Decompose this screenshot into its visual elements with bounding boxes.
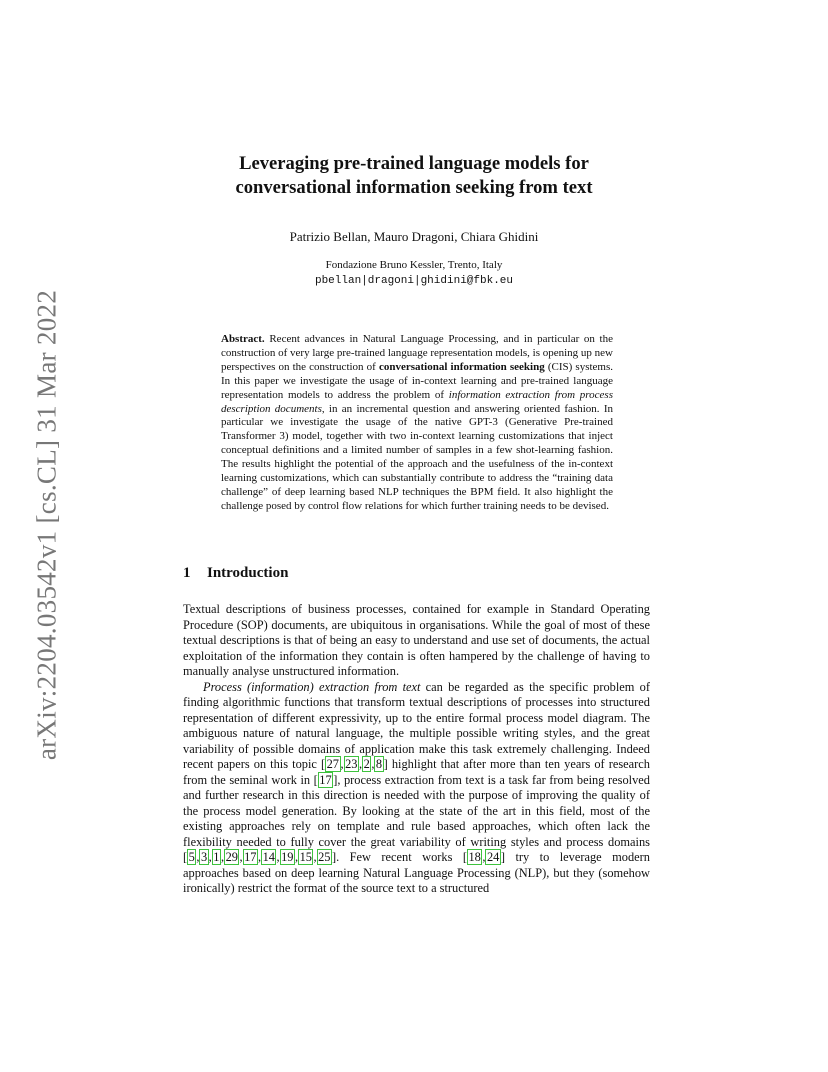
para2-text-5: try to leverage modern approaches based on deep learning Natural Language Processing (NLP), but they (somehow ironically) restrict the format of the source text to a structured xyxy=(183,850,650,895)
authors: Patrizio Bellan, Mauro Dragoni, Chiara Ghidini xyxy=(289,229,539,244)
para2-lead: Process (information) extraction from text xyxy=(203,679,421,694)
body-text xyxy=(183,602,650,897)
citation-link[interactable]: 29 xyxy=(225,850,238,864)
citation-link[interactable]: 2 xyxy=(363,757,370,771)
abstract-italic-term: information extraction from process description documents xyxy=(221,388,613,415)
citation-link[interactable]: 3 xyxy=(200,850,208,864)
citation-link[interactable]: 25 xyxy=(318,850,331,864)
arxiv-stamp xyxy=(22,290,72,760)
para2-text-1: can be regarded as the specific problem of finding algorithmic functions that transform textual descriptions of processes into structured representation of different expressivity, up to the entire formal process model diagram. The ambiguous nature of natural language, the multiple possible writing styles, and the great variability of possible domains of application make this task extremely challenging. Indeed recent papers on this topic xyxy=(183,679,650,771)
para2-text-3: , process extraction from text is a task far from being resolved and further research in this direction is needed with the purpose of improving the quality of the process model generation. By looking at the state of the art in this field, most of the existing approaches rely on template and rule based approaches, which often lack the flexibility needed to fully cover the great variability of writing styles and process domains xyxy=(183,772,650,849)
abstract-text-3: , in an incremental question and answering oriented fashion. In particular we investigate the usage of the native GPT-3 (Generative Pre-trained Transformer 3) model, together with two in-context learning customizations that inject conceptual definitions and a limited number of samples in a few shot-learning fashion. The results highlight the potential of the approach and the usefulness of the in-context learning customizations, which can substantially contribute to address the “training data challenge” of deep learning based NLP techniques the BPM field. It also highlight the challenge posed by control flow relations for which further training needs to be devised. xyxy=(221,402,613,512)
citation-group-3: [ 5 , 3 , 1 , 29 , 17 , 14 , 19 , 15 , 25 ] xyxy=(183,850,337,864)
abstract-text-2: (CIS) systems. In this paper we investigate the usage of in-context learning and pre-trained language representation models to address the problem of xyxy=(221,360,613,401)
citation-link[interactable]: 24 xyxy=(486,850,500,864)
citation-group-2: [ 17 ] xyxy=(313,772,338,787)
citation-link[interactable]: 27 xyxy=(326,757,339,771)
affiliation: Fondazione Bruno Kessler, Trento, Italy xyxy=(325,259,503,271)
paragraph-2 xyxy=(183,680,650,897)
arxiv-stamp-text: arXiv:2204.03542v1 [cs.CL] 31 Mar 2022 xyxy=(31,289,62,761)
paragraph-1: Textual descriptions of business processes, contained for example in Standard Operating Procedure (SOP) documents, are ubiquitous in organisations. While the goal of most of these textual descriptions is that of being an easy to understand and use set of documents, the actual exploitation of the information they contain is often hampered by the challenge of having to manually analyse unstructured information. xyxy=(183,602,650,678)
paper-title xyxy=(170,152,658,200)
section-title: Introduction xyxy=(207,565,289,581)
citation-group-1: [ 27 , 23 , 2 , 8 ] xyxy=(320,757,388,771)
abstract-bold-term: conversational information seeking xyxy=(378,360,545,373)
abstract-label: Abstract. xyxy=(221,333,265,345)
citation-link[interactable]: 19 xyxy=(281,850,294,864)
citation-group-4: [ 18 , 24 ] xyxy=(462,850,506,864)
section-number: 1 xyxy=(183,565,191,581)
affiliation-block xyxy=(170,258,658,289)
email: pbellan|dragoni|ghidini@fbk.eu xyxy=(314,275,514,287)
citation-link[interactable]: 15 xyxy=(299,850,312,864)
abstract xyxy=(221,333,613,514)
section-heading xyxy=(183,565,288,582)
title-line-1: Leveraging pre-trained language models for xyxy=(239,153,589,174)
title-line-2: conversational information seeking from text xyxy=(235,177,593,198)
citation-link[interactable]: 14 xyxy=(262,850,275,864)
para2-text-4: . Few recent works xyxy=(336,850,453,864)
citation-link[interactable]: 23 xyxy=(345,757,358,771)
para2-text-2: highlight that after more than ten years of research from the seminal work in xyxy=(183,757,650,787)
citation-link[interactable]: 8 xyxy=(375,757,383,771)
citation-link[interactable]: 17 xyxy=(319,772,332,787)
citation-link[interactable]: 18 xyxy=(468,850,481,864)
citation-link[interactable]: 1 xyxy=(213,850,220,864)
abstract-text-1: Recent advances in Natural Language Processing, and in particular on the construction of very large pre-trained language representation models, is opening up new perspectives on the construction of xyxy=(221,333,614,373)
citation-link[interactable]: 5 xyxy=(188,850,195,864)
citation-link[interactable]: 17 xyxy=(244,850,257,864)
